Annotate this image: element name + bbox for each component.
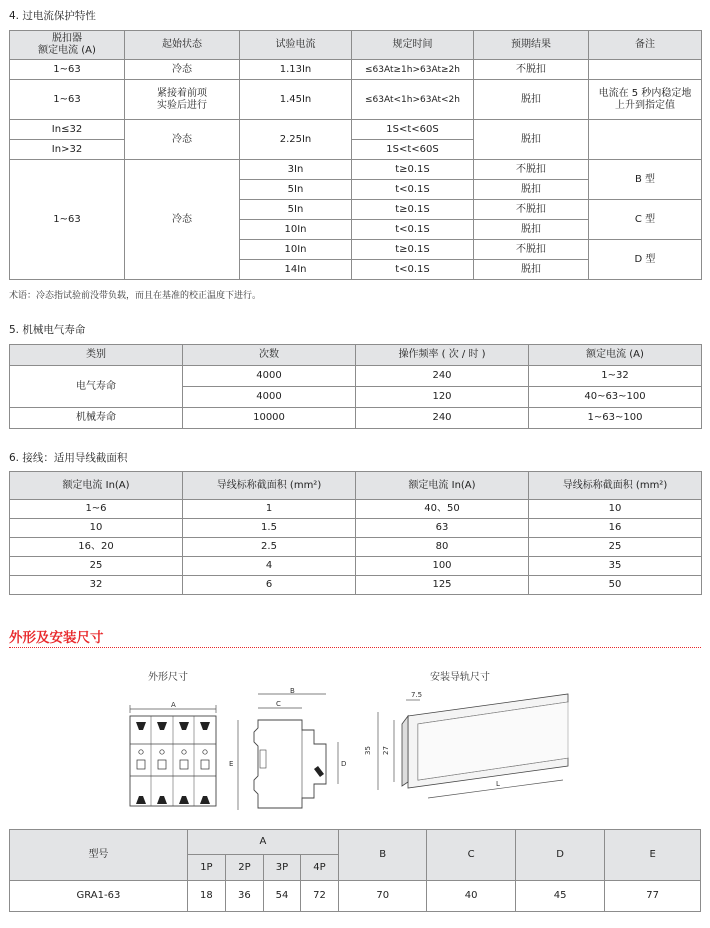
col-header-b: B (339, 830, 427, 881)
life-table (9, 344, 702, 429)
side-view-drawing (226, 686, 356, 831)
col-header-e: E (605, 830, 701, 881)
cell: 35 (529, 557, 702, 576)
cell: 18 (187, 881, 225, 912)
cell: 40~63~100 (529, 387, 702, 408)
section-5-title: 5. 机械电气寿命 (9, 324, 86, 336)
cell: t≥0.1S (352, 240, 474, 260)
cell: 脱扣 (474, 180, 589, 200)
col-header: 导线标称截面积 (mm²) (529, 472, 702, 500)
cell: ≤63At<1h>63At<2h (352, 80, 474, 120)
col-header: 额定电流 In(A) (356, 472, 529, 500)
cell: 240 (356, 408, 529, 429)
col-header-d: D (515, 830, 604, 881)
table-row (10, 576, 702, 595)
cell: 100 (356, 557, 529, 576)
col-header-2p: 2P (225, 855, 263, 881)
cell: 16 (529, 519, 702, 538)
table-note: 术语：冷态指试验前没带负载，而且在基准的校正温度下进行。 (9, 291, 262, 301)
cell: t≥0.1S (352, 200, 474, 220)
cell: 36 (225, 881, 263, 912)
col-header: 导线标称截面积 (mm²) (183, 472, 356, 500)
cell: B 型 (589, 160, 702, 200)
cell: 2.5 (183, 538, 356, 557)
col-header: 额定电流 In(A) (10, 472, 183, 500)
table-row (10, 881, 701, 912)
cell: t<0.1S (352, 220, 474, 240)
dim-label-27: 27 (382, 746, 390, 755)
cell: D 型 (589, 240, 702, 280)
cell: 不脱扣 (474, 240, 589, 260)
cell: 1.45In (240, 80, 352, 120)
col-header: 预期结果 (474, 31, 589, 60)
cell: 50 (529, 576, 702, 595)
cell: 脱扣 (474, 260, 589, 280)
rail-caption: 安装导轨尺寸 (430, 672, 490, 683)
cell: t≥0.1S (352, 160, 474, 180)
cell: 72 (300, 881, 338, 912)
cell: 冷态 (125, 120, 240, 160)
dim-label-35: 35 (364, 746, 372, 755)
cell: 120 (356, 387, 529, 408)
col-header: 脱扣器 额定电流 (A) (10, 31, 125, 60)
cell (589, 120, 702, 160)
cell: 不脱扣 (474, 160, 589, 180)
cell: 54 (263, 881, 300, 912)
cell: GRA1-63 (10, 881, 188, 912)
cell: t<0.1S (352, 180, 474, 200)
col-header-model: 型号 (10, 830, 188, 881)
cell: 紧接着前项 实验后进行 (125, 80, 240, 120)
cell: 1S<t<60S (352, 140, 474, 160)
cell: 脱扣 (474, 120, 589, 160)
col-header: 类别 (10, 345, 183, 366)
din-rail-drawing (358, 686, 588, 814)
cell: 1~6 (10, 500, 183, 519)
cell: 2.25In (240, 120, 352, 160)
col-header: 规定时间 (352, 31, 474, 60)
outline-caption: 外形尺寸 (148, 672, 188, 683)
table-row (10, 160, 702, 180)
cell: 45 (515, 881, 604, 912)
cell: In≤32 (10, 120, 125, 140)
dim-label-d: D (341, 760, 347, 768)
cell: 240 (356, 366, 529, 387)
cell: 冷态 (125, 160, 240, 280)
col-header: 试验电流 (240, 31, 352, 60)
table-row (10, 366, 702, 387)
cell: 机械寿命 (10, 408, 183, 429)
cell: 4 (183, 557, 356, 576)
col-header: 操作频率 ( 次 / 时 ) (356, 345, 529, 366)
table-row (10, 538, 702, 557)
cell: 电流在 5 秒内稳定地 上升到指定值 (589, 80, 702, 120)
cell: 32 (10, 576, 183, 595)
table-row (10, 408, 702, 429)
col-header: 次数 (183, 345, 356, 366)
col-header-3p: 3P (263, 855, 300, 881)
cell: 10In (240, 220, 352, 240)
cell: 77 (605, 881, 701, 912)
cell: 125 (356, 576, 529, 595)
cell: 10 (529, 500, 702, 519)
cell: 10In (240, 240, 352, 260)
cell: 5In (240, 180, 352, 200)
cell: 10 (10, 519, 183, 538)
cell: 1~63 (10, 60, 125, 80)
dim-label-a: A (171, 701, 176, 709)
dim-label-75: 7.5 (411, 691, 423, 699)
cell: 80 (356, 538, 529, 557)
cell: 63 (356, 519, 529, 538)
cell: 10000 (183, 408, 356, 429)
cell: 1.13In (240, 60, 352, 80)
section-6-title: 6. 接线：适用导线截面积 (9, 452, 128, 464)
col-header: 备注 (589, 31, 702, 60)
table-row (10, 60, 702, 80)
cell: 25 (529, 538, 702, 557)
cell: 1.5 (183, 519, 356, 538)
cell: t<0.1S (352, 260, 474, 280)
cell: 40 (427, 881, 515, 912)
col-header: 额定电流 (A) (529, 345, 702, 366)
cell: 3In (240, 160, 352, 180)
cell: 4000 (183, 366, 356, 387)
cell: 脱扣 (474, 80, 589, 120)
front-view-drawing (128, 700, 220, 815)
col-header-1p: 1P (187, 855, 225, 881)
dimensions-title: 外形及安装尺寸 (9, 630, 104, 646)
col-header-a: A (187, 830, 338, 855)
cell: 1~63~100 (529, 408, 702, 429)
cell (589, 60, 702, 80)
section-4-title: 4. 过电流保护特性 (9, 10, 96, 22)
col-header: 起始状态 (125, 31, 240, 60)
cell: In>32 (10, 140, 125, 160)
cell: 1~32 (529, 366, 702, 387)
table-row (10, 557, 702, 576)
wiring-table (9, 471, 702, 595)
cell: 电气寿命 (10, 366, 183, 408)
cell: 1~63 (10, 80, 125, 120)
cell: 不脱扣 (474, 60, 589, 80)
col-header-c: C (427, 830, 515, 881)
table-row (10, 519, 702, 538)
cell: 脱扣 (474, 220, 589, 240)
cell: 40、50 (356, 500, 529, 519)
dim-label-e: E (229, 760, 234, 768)
cell: 冷态 (125, 60, 240, 80)
cell: 4000 (183, 387, 356, 408)
dim-label-b: B (290, 687, 295, 695)
cell: 25 (10, 557, 183, 576)
cell: 1~63 (10, 160, 125, 280)
cell: 70 (339, 881, 427, 912)
divider (9, 647, 701, 648)
table-row (10, 80, 702, 120)
cell: 不脱扣 (474, 200, 589, 220)
col-header-4p: 4P (300, 855, 338, 881)
cell: ≤63At≥1h>63At≥2h (352, 60, 474, 80)
cell: 1 (183, 500, 356, 519)
overcurrent-table (9, 30, 702, 280)
cell: 1S<t<60S (352, 120, 474, 140)
table-row (10, 120, 702, 140)
dim-label-l: L (496, 780, 500, 788)
cell: C 型 (589, 200, 702, 240)
cell: 6 (183, 576, 356, 595)
dim-label-c: C (276, 700, 281, 708)
table-row (10, 500, 702, 519)
cell: 5In (240, 200, 352, 220)
dimension-table (9, 829, 701, 912)
cell: 16、20 (10, 538, 183, 557)
cell: 14In (240, 260, 352, 280)
